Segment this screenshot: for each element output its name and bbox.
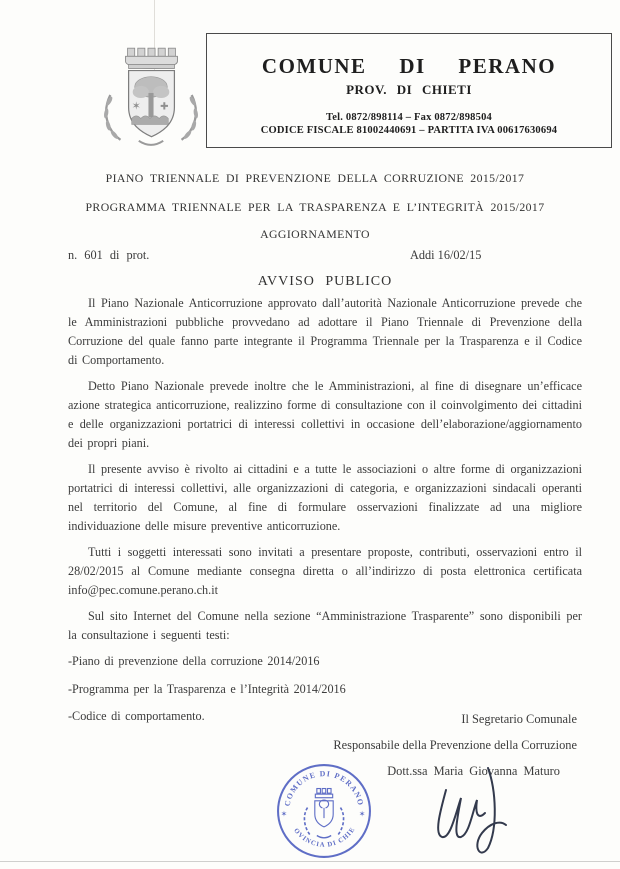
stamp-bottom-text: OVINCIA DI CHIE: [292, 825, 357, 849]
list-item: -Piano di prevenzione della corruzione 2014/2016: [68, 654, 320, 668]
stamp-star-left-icon: ✶: [280, 809, 288, 819]
cross-charge-icon: ✚: [160, 101, 169, 113]
closing-role-line: Il Segretario Comunale: [461, 712, 577, 726]
municipal-stamp-icon: [276, 763, 372, 859]
paragraph: Il Piano Nazionale Anticorruzione approvato dall’autorità Nazionale Anticorruzione prevede che le Amministrazioni pubbliche provvedano ad adottare il Piano Triennale di Prevenzione della Corruzione del quale fanno parte integrante il Programma Triennale per la Trasparenza e il Codice di Comportamento.: [68, 296, 582, 367]
body-text: [68, 294, 582, 735]
org-province: PROV. DI CHIETI: [346, 82, 472, 97]
stamp-crest-icon: [304, 789, 343, 838]
protocol-number: n. 601 di prot.: [68, 248, 150, 262]
closing-duty-line: Responsabile della Prevenzione della Corruzione: [333, 738, 577, 752]
phone-fax-line: Tel. 0872/898114 – Fax 0872/898504: [326, 112, 492, 123]
protocol-date: Addi 16/02/15: [410, 248, 482, 262]
paragraph: Detto Piano Nazionale prevede inoltre che le Amministrazioni, al fine di disegnare un’efficace azione strategica anticorruzione, realizzino forme di consultazione con il coinvolgimento dei cittadini e delle organizzazioni portatrici di interessi collettivi in occasione dell’elaborazione/aggiornamento dei propri piani.: [68, 379, 582, 450]
stamp-star-right-icon: ✶: [358, 809, 366, 819]
stamp-top-text: COMUNE DI PERANO: [282, 769, 366, 808]
handwritten-signature: [428, 762, 538, 862]
doc-title-line2: PROGRAMMA TRIENNALE PER LA TRASPARENZA E L’INTEGRITÀ 2015/2017: [85, 200, 545, 214]
star-charge-icon: ✶: [131, 100, 142, 113]
list-item: -Programma per la Trasparenza e l’Integrità 2014/2016: [68, 681, 346, 696]
closing-signer-name: Dott.ssa Maria Giovanna Maturo: [387, 764, 560, 778]
paragraph: Sul sito Internet del Comune nella sezione “Amministrazione Trasparente” sono disponibili per la consultazione i seguenti testi:: [68, 609, 582, 642]
paragraph: Tutti i soggetti interessati sono invitati a presentare proposte, contributi, osservazioni entro il 28/02/2015 al Comune mediante consegna diretta o all’indirizzo di posta elettronica certificata info@pec.comune.perano.ch.it: [68, 545, 582, 597]
doc-title-line3: AGGIORNAMENTO: [260, 227, 370, 241]
paragraph: Il presente avviso è rivolto ai cittadini e a tutte le associazioni o altre forme di organizzazioni portatrici di interessi collettivi, alle organizzazioni di categoria, e organizzazioni sindacali operanti nel territorio del Comune, al fine di formulare osservazioni finalizzate ad una migliore individuazione delle misure preventive anticorruzione.: [68, 462, 582, 533]
letterhead-box: [206, 33, 612, 148]
doc-title-line1: PIANO TRIENNALE DI PREVENZIONE DELLA CORRUZIONE 2015/2017: [105, 171, 525, 185]
org-name: COMUNE DI PERANO: [261, 54, 557, 78]
notice-heading: AVVISO PUBLICO: [257, 274, 393, 289]
list-item: -Codice di comportamento.: [68, 709, 205, 723]
fiscal-code-line: CODICE FISCALE 81002440691 – PARTITA IVA 00617630694: [260, 125, 558, 136]
coat-of-arms-icon: [94, 36, 208, 154]
